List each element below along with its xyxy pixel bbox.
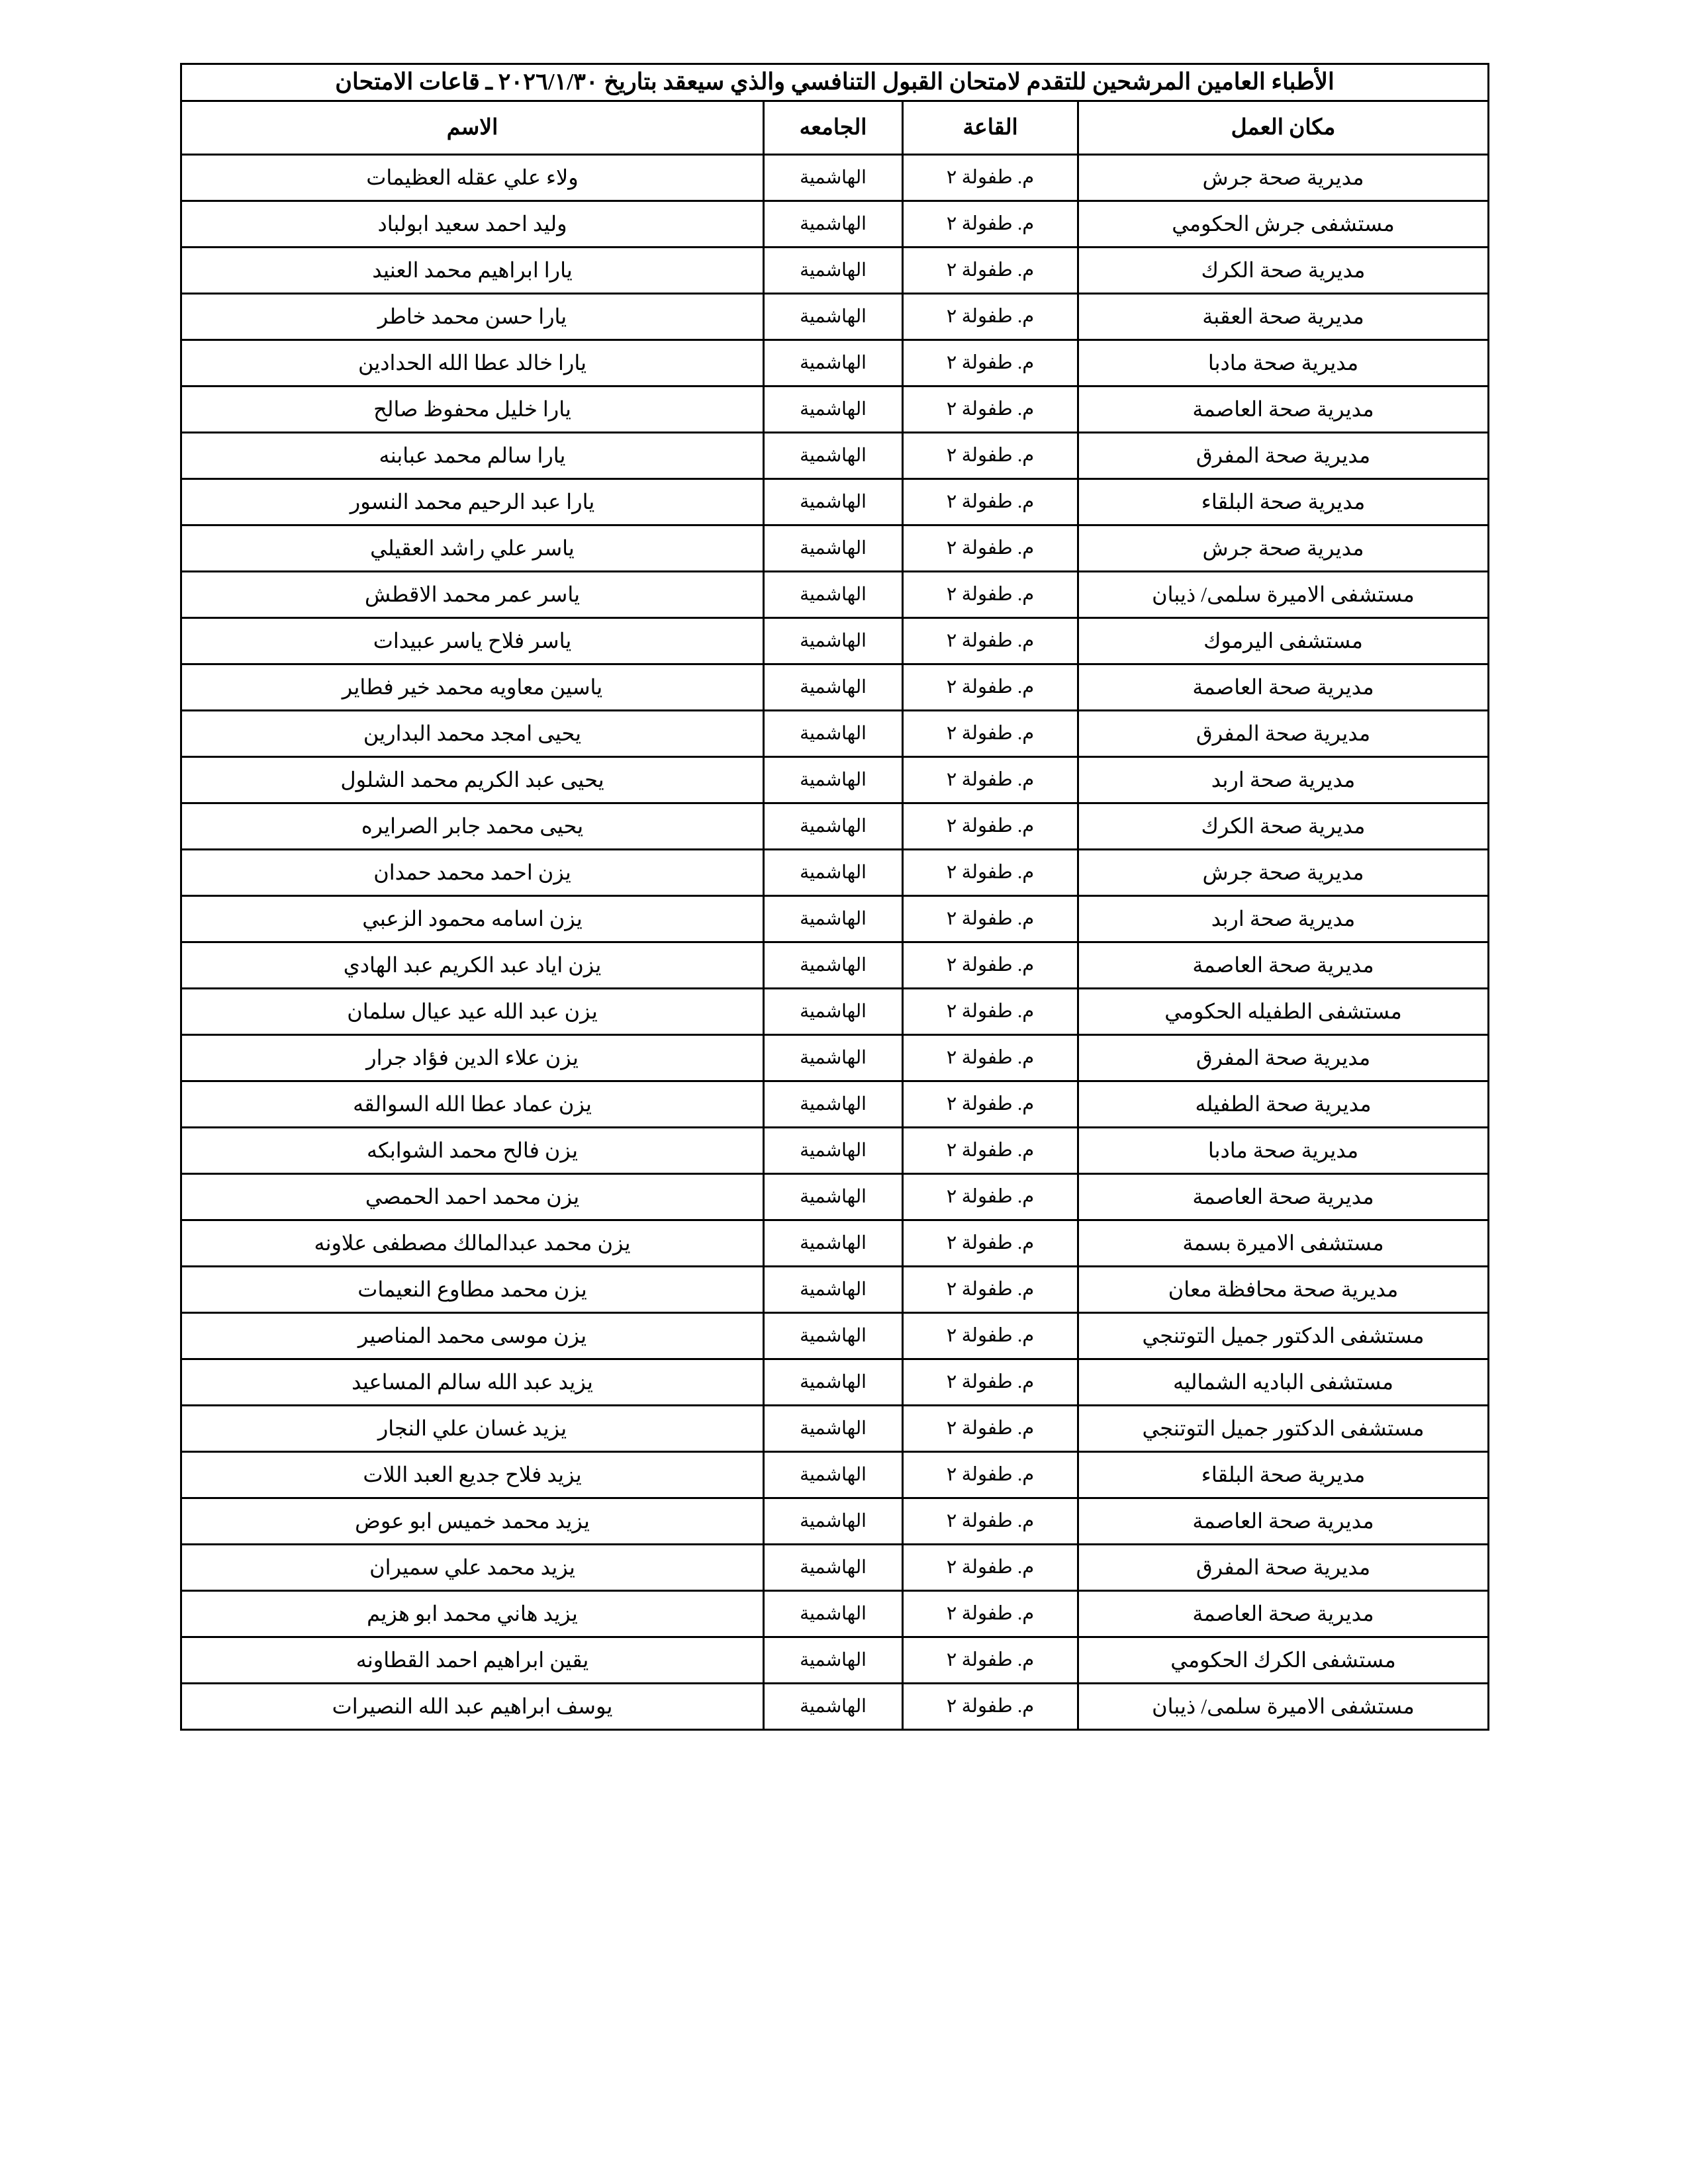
cell-university: الهاشمية xyxy=(764,803,903,849)
table-row xyxy=(181,1312,1488,1359)
cell-hall: م. طفولة ٢ xyxy=(903,1127,1078,1173)
cell-name: يزن محمد عبدالمالك مصطفى علاونه xyxy=(181,1220,763,1266)
cell-name: يزن عبد الله عيد عيال سلمان xyxy=(181,988,763,1034)
cell-workplace: مديرية صحة جرش xyxy=(1078,154,1489,201)
cell-workplace: مديرية صحة جرش xyxy=(1078,849,1489,895)
title-row xyxy=(181,64,1488,101)
cell-hall: م. طفولة ٢ xyxy=(903,1034,1078,1081)
cell-workplace: مستشفى جرش الحكومي xyxy=(1078,201,1489,247)
table-row xyxy=(181,1081,1488,1127)
cell-hall: م. طفولة ٢ xyxy=(903,293,1078,340)
cell-university: الهاشمية xyxy=(764,478,903,525)
cell-workplace: مديرية صحة البلقاء xyxy=(1078,1451,1489,1498)
cell-name: يارا خالد عطا الله الحدادين xyxy=(181,340,763,386)
column-header-university: الجامعه xyxy=(764,101,903,154)
cell-university: الهاشمية xyxy=(764,617,903,664)
cell-university: الهاشمية xyxy=(764,154,903,201)
cell-name: يارا سالم محمد عبابنه xyxy=(181,432,763,478)
cell-workplace: مديرية صحة العاصمة xyxy=(1078,1173,1489,1220)
table-row xyxy=(181,756,1488,803)
cell-hall: م. طفولة ٢ xyxy=(903,1173,1078,1220)
cell-hall: م. طفولة ٢ xyxy=(903,154,1078,201)
cell-university: الهاشمية xyxy=(764,1544,903,1590)
cell-workplace: مستشفى الطفيله الحكومي xyxy=(1078,988,1489,1034)
cell-university: الهاشمية xyxy=(764,664,903,710)
cell-name: يوسف ابراهيم عبد الله النصيرات xyxy=(181,1683,763,1729)
table-row xyxy=(181,1127,1488,1173)
cell-name: يزن اسامه محمود الزعبي xyxy=(181,895,763,942)
cell-workplace: مديرية صحة العاصمة xyxy=(1078,1498,1489,1544)
table-row xyxy=(181,664,1488,710)
cell-name: يحيى امجد محمد البدارين xyxy=(181,710,763,756)
cell-workplace: مديرية صحة الكرك xyxy=(1078,247,1489,293)
cell-workplace: مستشفى الاميرة سلمى/ ذيبان xyxy=(1078,1683,1489,1729)
cell-name: يزن اياد عبد الكريم عبد الهادي xyxy=(181,942,763,988)
table-row xyxy=(181,803,1488,849)
cell-workplace: مديرية صحة مادبا xyxy=(1078,1127,1489,1173)
cell-hall: م. طفولة ٢ xyxy=(903,386,1078,432)
cell-hall: م. طفولة ٢ xyxy=(903,1405,1078,1451)
cell-university: الهاشمية xyxy=(764,247,903,293)
cell-hall: م. طفولة ٢ xyxy=(903,617,1078,664)
cell-workplace: مستشفى الدكتور جميل التوتنجي xyxy=(1078,1312,1489,1359)
table-row xyxy=(181,1220,1488,1266)
cell-name: ياسر علي راشد العقيلي xyxy=(181,525,763,571)
cell-name: ياسر فلاح ياسر عبيدات xyxy=(181,617,763,664)
cell-name: يزن عماد عطا الله السوالقه xyxy=(181,1081,763,1127)
cell-name: يزن محمد مطاوع النعيمات xyxy=(181,1266,763,1312)
cell-name: يارا خليل محفوظ صالح xyxy=(181,386,763,432)
cell-hall: م. طفولة ٢ xyxy=(903,1451,1078,1498)
cell-university: الهاشمية xyxy=(764,1034,903,1081)
cell-workplace: مديرية صحة الطفيله xyxy=(1078,1081,1489,1127)
table-row xyxy=(181,525,1488,571)
cell-hall: م. طفولة ٢ xyxy=(903,895,1078,942)
table-row xyxy=(181,340,1488,386)
table-row xyxy=(181,1405,1488,1451)
table-row xyxy=(181,849,1488,895)
cell-university: الهاشمية xyxy=(764,571,903,617)
cell-hall: م. طفولة ٢ xyxy=(903,247,1078,293)
cell-workplace: مديرية صحة المفرق xyxy=(1078,432,1489,478)
table-row xyxy=(181,247,1488,293)
cell-workplace: مديرية صحة جرش xyxy=(1078,525,1489,571)
cell-workplace: مديرية صحة العقبة xyxy=(1078,293,1489,340)
column-header-hall: القاعة xyxy=(903,101,1078,154)
table-row xyxy=(181,571,1488,617)
cell-hall: م. طفولة ٢ xyxy=(903,710,1078,756)
column-header-workplace: مكان العمل xyxy=(1078,101,1489,154)
cell-workplace: مستشفى الاميرة بسمة xyxy=(1078,1220,1489,1266)
document-title: الأطباء العامين المرشحين للتقدم لامتحان القبول التنافسي والذي سيعقد بتاريخ ٢٠٢٦/١/٣٠ ـ قاعات الامتحان xyxy=(181,64,1488,101)
cell-university: الهاشمية xyxy=(764,1498,903,1544)
table-body xyxy=(181,64,1488,1730)
cell-name: وليد احمد سعيد ابولباد xyxy=(181,201,763,247)
cell-name: ياسر عمر محمد الاقطش xyxy=(181,571,763,617)
cell-hall: م. طفولة ٢ xyxy=(903,1637,1078,1683)
cell-hall: م. طفولة ٢ xyxy=(903,1220,1078,1266)
table-row xyxy=(181,201,1488,247)
table-row xyxy=(181,1637,1488,1683)
cell-university: الهاشمية xyxy=(764,1081,903,1127)
cell-name: يحيى محمد جابر الصرايره xyxy=(181,803,763,849)
cell-workplace: مديرية صحة محافظة معان xyxy=(1078,1266,1489,1312)
cell-university: الهاشمية xyxy=(764,849,903,895)
cell-name: يزيد محمد خميس ابو عوض xyxy=(181,1498,763,1544)
cell-hall: م. طفولة ٢ xyxy=(903,1081,1078,1127)
table-row xyxy=(181,1173,1488,1220)
cell-university: الهاشمية xyxy=(764,895,903,942)
cell-hall: م. طفولة ٢ xyxy=(903,1359,1078,1405)
table-row xyxy=(181,1359,1488,1405)
cell-name: يحيى عبد الكريم محمد الشلول xyxy=(181,756,763,803)
cell-workplace: مستشفى الكرك الحكومي xyxy=(1078,1637,1489,1683)
table-row xyxy=(181,1683,1488,1729)
cell-workplace: مديرية صحة العاصمة xyxy=(1078,942,1489,988)
cell-hall: م. طفولة ٢ xyxy=(903,201,1078,247)
table-header-row xyxy=(181,101,1488,154)
cell-workplace: مستشفى الدكتور جميل التوتنجي xyxy=(1078,1405,1489,1451)
cell-hall: م. طفولة ٢ xyxy=(903,849,1078,895)
table-row xyxy=(181,478,1488,525)
cell-hall: م. طفولة ٢ xyxy=(903,1498,1078,1544)
cell-hall: م. طفولة ٢ xyxy=(903,1544,1078,1590)
table-row xyxy=(181,895,1488,942)
table-row xyxy=(181,1590,1488,1637)
cell-hall: م. طفولة ٢ xyxy=(903,942,1078,988)
cell-name: يقين ابراهيم احمد القطاونه xyxy=(181,1637,763,1683)
cell-name: يزن محمد احمد الحمصي xyxy=(181,1173,763,1220)
cell-hall: م. طفولة ٢ xyxy=(903,756,1078,803)
cell-hall: م. طفولة ٢ xyxy=(903,664,1078,710)
table-row xyxy=(181,942,1488,988)
cell-workplace: مستشفى اليرموك xyxy=(1078,617,1489,664)
cell-university: الهاشمية xyxy=(764,1637,903,1683)
cell-university: الهاشمية xyxy=(764,1683,903,1729)
table-row xyxy=(181,293,1488,340)
cell-name: يارا حسن محمد خاطر xyxy=(181,293,763,340)
cell-university: الهاشمية xyxy=(764,1590,903,1637)
cell-university: الهاشمية xyxy=(764,432,903,478)
cell-hall: م. طفولة ٢ xyxy=(903,432,1078,478)
cell-name: يزن احمد محمد حمدان xyxy=(181,849,763,895)
cell-university: الهاشمية xyxy=(764,386,903,432)
cell-university: الهاشمية xyxy=(764,1173,903,1220)
cell-hall: م. طفولة ٢ xyxy=(903,1312,1078,1359)
cell-name: يزن فالح محمد الشوابكه xyxy=(181,1127,763,1173)
table-row xyxy=(181,1034,1488,1081)
cell-hall: م. طفولة ٢ xyxy=(903,1590,1078,1637)
cell-university: الهاشمية xyxy=(764,1266,903,1312)
table-row xyxy=(181,386,1488,432)
cell-workplace: مديرية صحة البلقاء xyxy=(1078,478,1489,525)
cell-university: الهاشمية xyxy=(764,293,903,340)
cell-workplace: مديرية صحة العاصمة xyxy=(1078,386,1489,432)
cell-hall: م. طفولة ٢ xyxy=(903,1266,1078,1312)
cell-hall: م. طفولة ٢ xyxy=(903,525,1078,571)
cell-workplace: مديرية صحة العاصمة xyxy=(1078,664,1489,710)
cell-name: يزن علاء الدين فؤاد جرار xyxy=(181,1034,763,1081)
cell-workplace: مديرية صحة اربد xyxy=(1078,756,1489,803)
cell-hall: م. طفولة ٢ xyxy=(903,1683,1078,1729)
cell-name: يزيد محمد علي سميران xyxy=(181,1544,763,1590)
cell-workplace: مديرية صحة المفرق xyxy=(1078,1544,1489,1590)
cell-hall: م. طفولة ٢ xyxy=(903,478,1078,525)
cell-name: يزيد غسان علي النجار xyxy=(181,1405,763,1451)
table-row xyxy=(181,1266,1488,1312)
cell-university: الهاشمية xyxy=(764,525,903,571)
candidates-table xyxy=(180,63,1489,1731)
column-header-name: الاسم xyxy=(181,101,763,154)
table-row xyxy=(181,988,1488,1034)
cell-name: ياسين معاويه محمد خير فطاير xyxy=(181,664,763,710)
cell-workplace: مديرية صحة العاصمة xyxy=(1078,1590,1489,1637)
cell-university: الهاشمية xyxy=(764,1312,903,1359)
cell-workplace: مديرية صحة المفرق xyxy=(1078,710,1489,756)
table-row xyxy=(181,710,1488,756)
table-row xyxy=(181,1451,1488,1498)
table-row xyxy=(181,1544,1488,1590)
cell-workplace: مديرية صحة الكرك xyxy=(1078,803,1489,849)
cell-workplace: مديرية صحة اربد xyxy=(1078,895,1489,942)
cell-workplace: مستشفى الباديه الشماليه xyxy=(1078,1359,1489,1405)
cell-name: يزيد هاني محمد ابو هزيم xyxy=(181,1590,763,1637)
cell-name: يزيد عبد الله سالم المساعيد xyxy=(181,1359,763,1405)
cell-name: يزن موسى محمد المناصير xyxy=(181,1312,763,1359)
cell-university: الهاشمية xyxy=(764,340,903,386)
cell-university: الهاشمية xyxy=(764,1405,903,1451)
table-row xyxy=(181,432,1488,478)
cell-name: يارا عبد الرحيم محمد النسور xyxy=(181,478,763,525)
table-row xyxy=(181,617,1488,664)
cell-workplace: مديرية صحة مادبا xyxy=(1078,340,1489,386)
cell-name: يزيد فلاح جديع العبد اللات xyxy=(181,1451,763,1498)
cell-university: الهاشمية xyxy=(764,1127,903,1173)
cell-hall: م. طفولة ٢ xyxy=(903,340,1078,386)
cell-university: الهاشمية xyxy=(764,201,903,247)
cell-university: الهاشمية xyxy=(764,710,903,756)
table-row xyxy=(181,154,1488,201)
cell-university: الهاشمية xyxy=(764,988,903,1034)
cell-university: الهاشمية xyxy=(764,1359,903,1405)
cell-university: الهاشمية xyxy=(764,1220,903,1266)
cell-university: الهاشمية xyxy=(764,1451,903,1498)
cell-name: يارا ابراهيم محمد العنيد xyxy=(181,247,763,293)
cell-workplace: مديرية صحة المفرق xyxy=(1078,1034,1489,1081)
cell-hall: م. طفولة ٢ xyxy=(903,803,1078,849)
cell-university: الهاشمية xyxy=(764,942,903,988)
table-row xyxy=(181,1498,1488,1544)
cell-name: ولاء علي عقله العظيمات xyxy=(181,154,763,201)
cell-hall: م. طفولة ٢ xyxy=(903,571,1078,617)
cell-hall: م. طفولة ٢ xyxy=(903,988,1078,1034)
cell-university: الهاشمية xyxy=(764,756,903,803)
cell-workplace: مستشفى الاميرة سلمى/ ذيبان xyxy=(1078,571,1489,617)
